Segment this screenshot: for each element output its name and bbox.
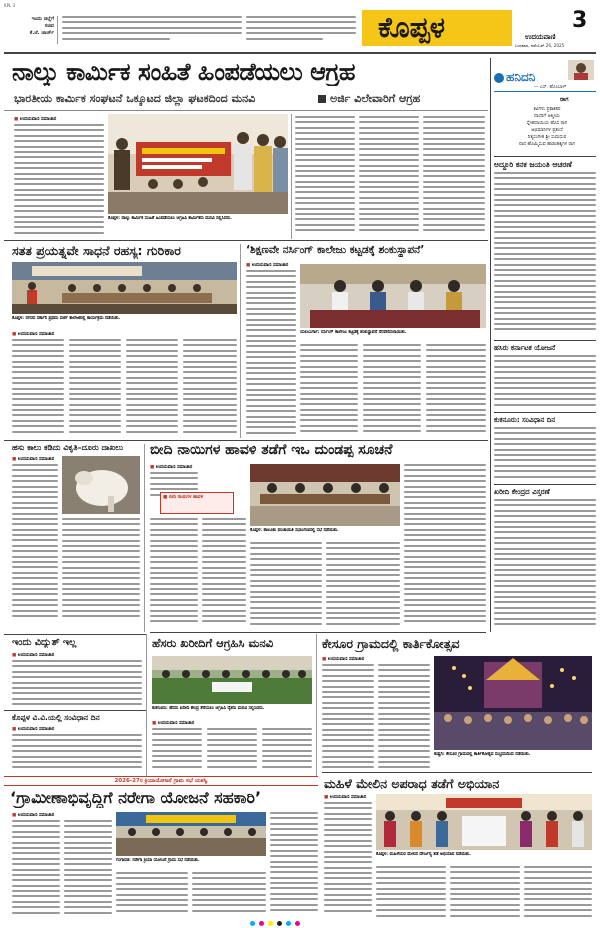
story10-body-text bbox=[270, 812, 318, 918]
section-rule bbox=[4, 634, 146, 635]
story10-kicker: 2026-27ರ ಕ್ರಿಯಾಯೋಜನೆ ಗ್ರಾಮ ಸಭೆ ಯಶಸ್ವಿ bbox=[114, 778, 208, 784]
lead-body-text bbox=[14, 124, 104, 234]
story10-byline: ■ ಉದಯವಾಣಿ ಸಮಾಚಾರ bbox=[12, 812, 54, 818]
registration-dot bbox=[295, 921, 300, 926]
section-title: ಕೊಪ್ಪಳ bbox=[378, 11, 445, 44]
story3-photo bbox=[300, 264, 486, 328]
column-divider bbox=[146, 634, 147, 776]
story10-body-text bbox=[64, 820, 112, 918]
lead-caption: ಕೊಪ್ಪಳ: ನಾಲ್ಕು ಕಾರ್ಮಿಕ ಸಂಹಿತೆ ಹಿಂಪಡೆಯಲು ಆಗ್ರಹಿಸಿ ಕಾರ್ಮಿಕರು ಮನವಿ ಸಲ್ಲಿಸಿದರು. bbox=[108, 216, 232, 221]
story9-caption: ಕುಷ್ಟಗಿ: ಕೇಸೂರ ಗ್ರಾಮದಲ್ಲಿ ಕಾರ್ತಿಕೋತ್ಸವ ಸಂಭ್ರಮದಿಂದ ನಡೆಯಿತು. bbox=[434, 752, 531, 757]
registration-dot bbox=[268, 921, 273, 926]
sidebar-rule bbox=[494, 412, 596, 413]
poem-line: ನಾದ ಹೊಮ್ಮಿಸುವ ಹಾಡುಹಕ್ಕಿಗಳ ರಾಗ bbox=[518, 142, 576, 147]
story5-byline: ■ ಉದಯವಾಣಿ ಸಮಾಚಾರ bbox=[150, 464, 192, 470]
story5-callout bbox=[160, 492, 234, 514]
story2-byline: ■ ಉದಯವಾಣಿ ಸಮಾಚಾರ bbox=[12, 331, 54, 337]
section-title-block bbox=[362, 10, 512, 46]
story8-photo bbox=[152, 656, 312, 704]
editor-box bbox=[14, 16, 58, 44]
sidebar-item4-headline: ಖರೀದಿ ಕೇಂದ್ರದ ವಿಸ್ತರಣೆ bbox=[494, 488, 550, 496]
story7-headline: ಕೊಪ್ಪಳ ವಿ.ವಿ.ಯಲ್ಲಿ ಸಂವಿಧಾನ ದಿನ bbox=[12, 713, 100, 722]
story9-body-text bbox=[378, 664, 430, 772]
poem-line: ನಿತ್ಯಸಂಗೀತ ಶ್ರೀ ಸುಮಧುರ bbox=[527, 135, 567, 140]
story3-body-text bbox=[363, 344, 421, 438]
editor-box-line: ಇಂದು ಜಿಲ್ಲೆಗೆ bbox=[31, 16, 54, 22]
story4-photo bbox=[62, 456, 140, 514]
story5-photo bbox=[250, 464, 400, 526]
sidebar-rule bbox=[494, 340, 596, 341]
story3-body-text bbox=[300, 344, 358, 438]
poem-line: ಅಭಿಮಾನಿಗಳ ಪ್ರಶಂಸೆ bbox=[531, 128, 563, 133]
story10-body-text bbox=[192, 872, 266, 918]
sidebar-item2-headline: ಹಸಿರು ಕರ್ನಾಟಕ ಯೋಜನೆ bbox=[494, 344, 556, 352]
page-label: KPL 3 bbox=[4, 3, 16, 8]
story4-body-text bbox=[62, 518, 140, 624]
poem-line: ಕವಿಗಳು ಪ್ರಕಾಶಕರ bbox=[533, 107, 561, 112]
sidebar-item3-text bbox=[494, 427, 596, 481]
story9-photo bbox=[434, 656, 592, 750]
story5-body-text bbox=[150, 518, 198, 630]
lead-subhead-right: ಅರ್ಜಿ ವಿಲೇವಾರಿಗೆ ಆಗ್ರಹ bbox=[330, 92, 421, 105]
story9-byline: ■ ಉದಯವಾಣಿ ಸಮಾಚಾರ bbox=[322, 656, 364, 662]
column-divider bbox=[316, 634, 317, 776]
story11-photo bbox=[376, 794, 592, 850]
paper-name: ಉದಯವಾಣಿ bbox=[525, 33, 556, 41]
story2-body-text bbox=[126, 339, 178, 435]
story5-body-text bbox=[250, 542, 322, 630]
story5-caption: ಕೊಪ್ಪಳ: ತಾಲೂಕು ಪಂಚಾಯಿತಿ ಸಭಾಂಗಣದಲ್ಲಿ ಸಭೆ ನಡೆಯಿತು. bbox=[250, 528, 339, 533]
story10-caption: ಗಂಗಾವತಿ: ನರೇಗಾ ಕ್ರಿಯಾ ಯೋಜನೆ ಗ್ರಾಮ ಸಭೆ ನಡೆಯಿತು. bbox=[116, 858, 200, 863]
sidebar-poem-title: ರಾಗ bbox=[560, 96, 569, 103]
sidebar-item3-headline: ಕುಕನೂರು: ಸಂವಿಧಾನ ದಿನ bbox=[494, 416, 556, 424]
story5-headline: ಬೀದಿ ನಾಯಿಗಳ ಹಾವಳಿ ತಡೆಗೆ ಇಒ ದುಂಡಪ್ಪ ಸೂಚನೆ bbox=[150, 442, 393, 458]
section-rule bbox=[150, 632, 486, 633]
color-registration-bar bbox=[250, 921, 350, 927]
section-rule bbox=[4, 710, 146, 711]
masthead-brief-text bbox=[62, 16, 242, 46]
lead-body-text bbox=[295, 116, 355, 236]
subhead-bullet bbox=[318, 95, 326, 103]
story8-caption: ಕುಕನೂರು: ಹೆಸರು ಖರೀದಿ ಕೇಂದ್ರ ತೆರೆಯಲು ಆಗ್ರಹಿಸಿ ರೈತರು ಮನವಿ ಸಲ್ಲಿಸಿದರು. bbox=[152, 706, 265, 711]
story8-body-text bbox=[207, 728, 257, 772]
story9-headline: ಕೇಸೂರ ಗ್ರಾಮದಲ್ಲಿ ಕಾರ್ತಿಕೋತ್ಸವ bbox=[322, 636, 460, 651]
lead-body-text bbox=[423, 116, 485, 236]
story3-body-text bbox=[246, 270, 296, 438]
story8-headline: ಹೆಸರು ಖರೀದಿಗೆ ಆಗ್ರಹಿಸಿ ಮನವಿ bbox=[152, 636, 274, 650]
column-divider bbox=[144, 444, 145, 632]
lead-rule bbox=[4, 110, 488, 111]
lead-headline: ನಾಲ್ಕು ಕಾರ್ಮಿಕ ಸಂಹಿತೆ ಹಿಂಪಡೆಯಲು ಆಗ್ರಹ bbox=[12, 58, 356, 86]
lead-body-text bbox=[359, 116, 419, 236]
story6-body-text bbox=[12, 660, 142, 708]
lead-photo bbox=[108, 114, 288, 214]
section-rule bbox=[4, 240, 488, 241]
story6-byline: ■ ಉದಯವಾಣಿ ಸಮಾಚಾರ bbox=[12, 652, 54, 658]
story8-body-text bbox=[262, 728, 312, 772]
story11-body-text bbox=[450, 866, 520, 918]
story10-body-text bbox=[116, 872, 188, 918]
story8-byline: ■ ಉದಯವಾಣಿ ಸಮಾಚಾರ bbox=[152, 720, 194, 726]
masthead-rule bbox=[4, 52, 596, 54]
story10-headline: ‘ಗ್ರಾಮೀಣಾಭಿವೃದ್ಧಿಗೆ ನರೇಗಾ ಯೋಜನೆ ಸಹಕಾರಿ’ bbox=[10, 788, 262, 807]
story11-headline: ಮಹಿಳೆ ಮೇಲಿನ ಅಪರಾಧ ತಡೆಗೆ ಅಭಿಯಾನ bbox=[324, 776, 500, 791]
sidebar-item2-text bbox=[494, 355, 596, 409]
story10-kicker-bar bbox=[4, 776, 318, 786]
story2-body-text bbox=[183, 339, 237, 435]
sidebar-divider bbox=[490, 58, 491, 632]
registration-dot bbox=[277, 921, 282, 926]
lead-subhead-left: ಭಾರತೀಯ ಕಾರ್ಮಿಕ ಸಂಘಟನೆ ಒಕ್ಕೂಟದ ಜಿಲ್ಲಾ ಘಟಕದಿಂದ ಮನವಿ bbox=[14, 92, 256, 105]
story3-byline: ■ ಉದಯವಾಣಿ ಸಮಾಚಾರ bbox=[246, 262, 288, 268]
story11-body-text bbox=[524, 866, 592, 918]
story2-body-text bbox=[12, 339, 64, 435]
story2-body-text bbox=[69, 339, 121, 435]
sidebar-rule bbox=[494, 484, 596, 485]
story6-headline: ಇಂದು ವಿದ್ಯುತ್ ಇಲ್ಲ bbox=[12, 637, 77, 648]
sidebar-item1-headline: ಅದ್ದೂರಿ ಕನಕ ಜಯಂತಿ ಆಚರಣೆ bbox=[494, 160, 572, 169]
sidebar-column-author: — ಎಸ್. ಹೊಂಬಾಳ್ bbox=[534, 85, 567, 90]
story2-headline: ಸತತ ಪ್ರಯತ್ನವೇ ಸಾಧನೆ ರಹಸ್ಯ: ಗುರಿಕಾರ bbox=[12, 243, 181, 258]
story2-photo bbox=[12, 262, 237, 314]
column-divider bbox=[240, 244, 241, 438]
story8-body-text bbox=[152, 728, 202, 772]
story3-headline: ‘ಶಿಕ್ಷಣವೇ ನರ್ಸಿಂಗ್ ಕಾಲೇಜು ಕಟ್ಟಡಕ್ಕೆ ಶಂಕುಸ್ಥಾಪನೆ’ bbox=[246, 244, 425, 256]
story11-body-text bbox=[376, 866, 446, 918]
story9-body-text bbox=[322, 664, 374, 772]
registration-dot bbox=[250, 921, 255, 926]
sidebar-logo-icon bbox=[494, 73, 504, 83]
story10-body-text bbox=[12, 820, 60, 918]
story11-byline: ■ ಉದಯವಾಣಿ ಸಮಾಚಾರ bbox=[324, 794, 366, 800]
page-number: 3 bbox=[572, 8, 588, 33]
sidebar-item1-text bbox=[494, 172, 596, 336]
masthead bbox=[0, 0, 600, 50]
story4-body-text bbox=[12, 464, 58, 624]
lead-byline: ■ ಉದಯವಾಣಿ ಸಮಾಚಾರ bbox=[14, 116, 56, 122]
story11-body-text bbox=[324, 802, 372, 918]
registration-dot bbox=[259, 921, 264, 926]
column-divider bbox=[291, 114, 292, 239]
story3-caption: ಯಲಬುರ್ಗಾ: ನರ್ಸಿಂಗ್ ಕಾಲೇಜು ಕಟ್ಟಡಕ್ಕೆ ಶಂಕುಸ್ಥಾಪನೆ ನೆರವೇರಿಸಲಾಯಿತು. bbox=[300, 330, 407, 335]
sidebar-rule bbox=[494, 156, 596, 157]
story7-byline: ■ ಉದಯವಾಣಿ ಸಮಾಚಾರ bbox=[12, 726, 54, 732]
story2-caption: ಕೊಪ್ಪಳ: ನಗರದ ಸರ್ಕಾರಿ ಪ್ರಥಮ ದರ್ಜೆ ಕಾಲೇಜಿನಲ್ಲಿ ಕಾರ್ಯಕ್ರಮ ನಡೆಯಿತು. bbox=[12, 316, 121, 321]
sidebar-poem bbox=[500, 106, 594, 148]
story5-body-text bbox=[326, 542, 400, 630]
date-line: ಬುಧವಾರ, ನವೆಂಬರ್ 26, 2025 bbox=[515, 43, 565, 48]
sidebar-item4-text bbox=[494, 499, 596, 629]
story5-callout-text: ■ ಬೀದಿ ನಾಯಿಗಳ ಹಾವಳಿ bbox=[163, 495, 204, 500]
poem-line: ದಾಸರಿಗೆ ಆತ್ಮೀಯ bbox=[534, 114, 560, 119]
story5-body-text bbox=[202, 518, 246, 630]
sidebar-author-photo bbox=[568, 60, 594, 80]
section-rule bbox=[4, 440, 488, 441]
story4-byline: ■ ಉದಯವಾಣಿ ಸಮಾಚಾರ bbox=[12, 456, 54, 462]
story4-headline: ಹಸು ಕಾಲು ಕಡಿದು ವಿಕೃತಿ–ದೂರು ದಾಖಲು bbox=[12, 443, 124, 452]
story10-photo bbox=[116, 812, 266, 856]
story11-caption: ಕೊಪ್ಪಳ: ಮಹಿಳೆಯರ ಮೇಲಿನ ದೌರ್ಜನ್ಯ ತಡೆ ಅಭಿಯಾನ ನಡೆಯಿತು. bbox=[376, 852, 471, 857]
section-rule bbox=[322, 772, 592, 773]
story5-body-text bbox=[404, 464, 486, 630]
story3-body-text bbox=[426, 344, 486, 438]
story7-body-text bbox=[12, 734, 142, 774]
registration-dot bbox=[286, 921, 291, 926]
sidebar-column-title: ಹನಿದನಿ bbox=[506, 70, 536, 84]
editor-box-line: ಕೆ.ಜೆ. ಜಾರ್ಜ್ bbox=[29, 30, 54, 36]
poem-line: ಸ್ನೇಹದಾಯಿಯ ಹೊಸ ರಾಗ bbox=[526, 121, 568, 126]
editor-box-line: ಸಚಿವ bbox=[44, 23, 54, 29]
masthead-brief-text bbox=[246, 16, 356, 46]
